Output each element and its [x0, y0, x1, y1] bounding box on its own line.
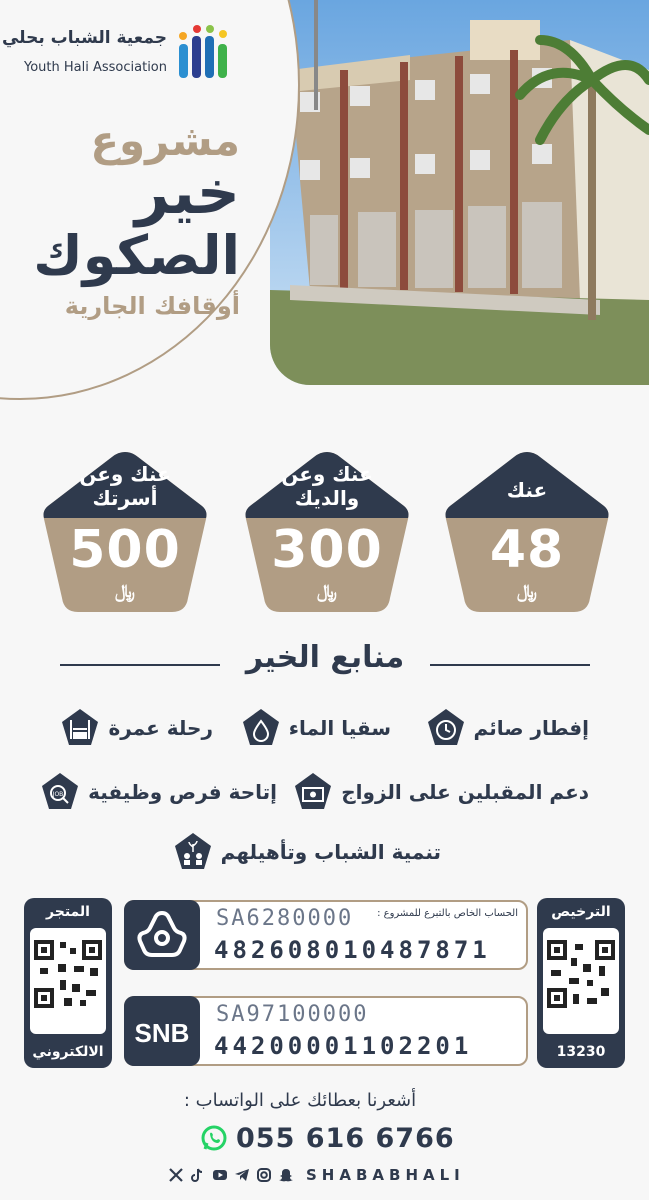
bank-account-alinma[interactable] — [124, 900, 528, 970]
riyal-icon: ﷼ — [517, 581, 537, 602]
store-qr-panel[interactable] — [24, 898, 112, 1068]
source-label: تنمية الشباب وتأهيلهم — [220, 840, 441, 864]
tier-amount: 48 — [489, 520, 565, 580]
qr-code-icon — [547, 940, 615, 1008]
social-handle: SHABABHALI — [306, 1166, 465, 1184]
divider — [60, 664, 220, 666]
store-qr-box — [30, 928, 106, 1034]
account-number: 482608010487871 — [214, 936, 491, 964]
tier-badge-500[interactable] — [40, 448, 210, 616]
source-label: إتاحة فرص وظيفية — [88, 780, 277, 804]
license-number: 13230 — [556, 1044, 606, 1060]
source-item — [60, 706, 213, 750]
license-qr-panel[interactable] — [537, 898, 625, 1068]
building-photo — [270, 0, 649, 385]
iban-prefix: SA97100000 — [216, 1002, 369, 1027]
snb-logo-text: SNB — [134, 1018, 190, 1048]
logo-name-english: Youth Hali Association — [24, 60, 167, 75]
store-foot: الالكتروني — [32, 1044, 104, 1060]
tier-amount: 500 — [69, 520, 181, 580]
tier-amount: 300 — [271, 520, 383, 580]
youth-growth-icon — [173, 832, 213, 872]
source-label: رحلة عمرة — [108, 716, 213, 740]
source-item — [241, 706, 391, 750]
kaaba-icon — [60, 708, 100, 748]
license-qr-box — [543, 928, 619, 1034]
alinma-bank-logo-icon — [136, 910, 188, 960]
x-icon[interactable] — [168, 1167, 184, 1183]
account-number: 44200001102201 — [214, 1032, 473, 1060]
tier-badge-300[interactable] — [242, 448, 412, 616]
svg-text:JOB: JOB — [52, 791, 64, 798]
source-label: إفطار صائم — [473, 716, 589, 740]
telegram-icon[interactable] — [234, 1167, 250, 1183]
account-note: الحساب الخاص بالتبرع للمشروع : — [377, 908, 518, 919]
association-logo-icon — [173, 22, 235, 84]
donation-tiers — [30, 448, 620, 618]
water-drop-icon — [241, 708, 281, 748]
snb-bank-logo-icon — [124, 996, 200, 1066]
title-khair: خير — [134, 158, 240, 228]
youtube-icon[interactable] — [212, 1167, 228, 1183]
whatsapp-notify-label: أشعرنا بعطائك على الواتساب : — [183, 1090, 417, 1111]
money-eye-icon — [293, 772, 333, 812]
source-item — [40, 770, 277, 814]
whatsapp-icon — [200, 1124, 228, 1152]
license-head: الترخيص — [551, 904, 611, 920]
logo-name-arabic: جمعية الشباب بحلي — [1, 28, 167, 48]
divider — [430, 664, 590, 666]
whatsapp-link[interactable] — [200, 1120, 460, 1156]
instagram-icon[interactable] — [256, 1167, 272, 1183]
source-label: سقيا الماء — [288, 716, 391, 740]
clock-moon-icon — [426, 708, 466, 748]
sources-header — [60, 640, 590, 686]
whatsapp-number: 055 616 6766 — [236, 1122, 455, 1154]
tiktok-icon[interactable] — [190, 1167, 206, 1183]
tier-badge-48[interactable] — [442, 448, 612, 616]
social-links — [168, 1162, 488, 1188]
source-item — [426, 706, 589, 750]
source-item — [293, 770, 589, 814]
tier-label: عنك — [506, 478, 548, 502]
title-subtitle: أوقافك الجارية — [64, 292, 240, 320]
snapchat-icon[interactable] — [278, 1167, 294, 1183]
tier-label: عنك وعن أسرتك — [79, 462, 171, 510]
source-item — [173, 830, 441, 874]
source-label: دعم المقبلين على الزواج — [341, 780, 589, 804]
qr-code-icon — [34, 940, 102, 1008]
title-project: مشروع — [90, 116, 240, 165]
iban-prefix: SA6280000 — [216, 906, 354, 931]
riyal-icon: ﷼ — [317, 581, 337, 602]
riyal-icon: ﷼ — [115, 581, 135, 602]
store-head: المتجر — [46, 904, 90, 920]
sources-title: منابع الخير — [245, 640, 405, 675]
job-search-icon — [40, 772, 80, 812]
bank-account-snb[interactable] — [124, 996, 528, 1066]
association-logo — [1, 20, 243, 90]
alinma-bank-logo — [124, 900, 200, 970]
title-sukuk: الصكوك — [33, 224, 240, 287]
tier-label: عنك وعن والديك — [281, 462, 373, 510]
